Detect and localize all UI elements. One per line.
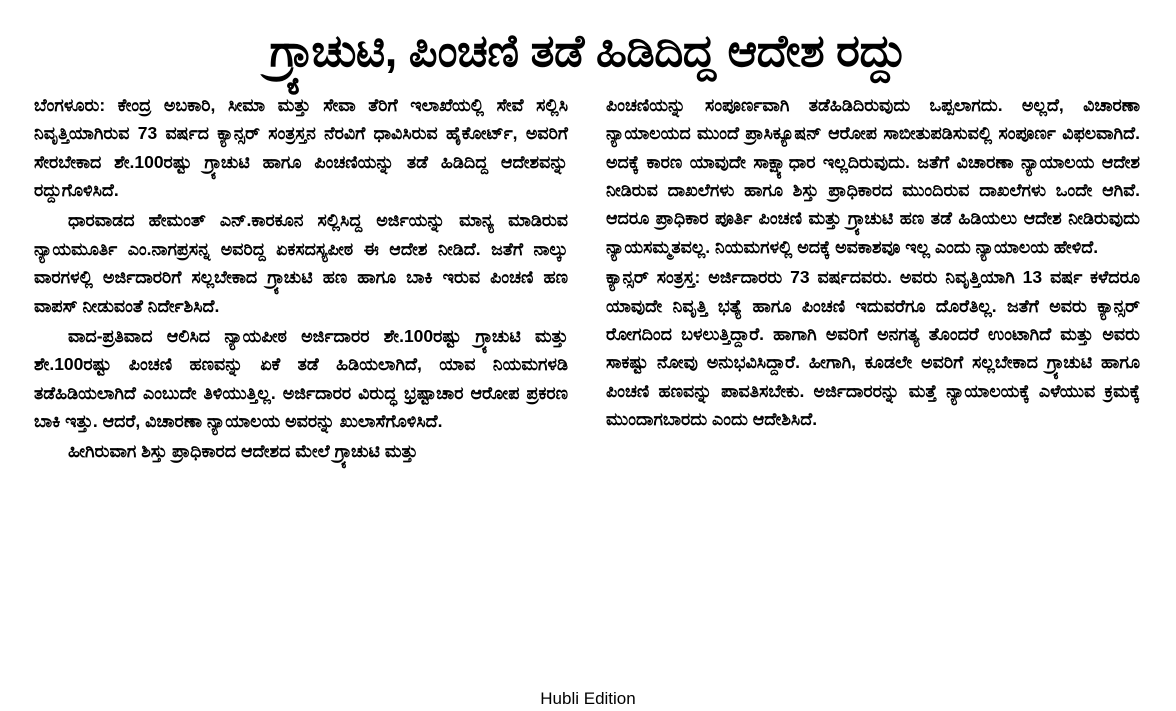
paragraph [34, 437, 568, 465]
paragraph-text: ವಾದ-ಪ್ರತಿವಾದ ಆಲಿಸಿದ ನ್ಯಾಯಪೀಠ ಅರ್ಜಿದಾರರ ಶೇ.100ರಷ್ಟು ಗ್ರ್ಯಾಚುಟಿ ಮತ್ತು ಶೇ.100ರಷ್ಟು ಪಿಂಚಣಿ ಹಣವನ್ನು ಏಕೆ ತಡೆ ಹಿಡಿಯಲಾಗಿದೆ, ಯಾವ ನಿಯಮಗಳಡಿ ತಡೆಹಿಡಿಯಲಾಗಿದೆ ಎಂಬುದೇ ತಿಳಿಯುತ್ತಿಲ್ಲ. ಅರ್ಜಿದಾರರ ವಿರುದ್ಧ ಭ್ರಷ್ಟಾಚಾರ ಆರೋಪ ಪ್ರಕರಣ ಬಾಕಿ ಇತ್ತು. ಆದರೆ, ವಿಚಾರಣಾ ನ್ಯಾಯಾಲಯ ಅವರನ್ನು ಖುಲಾಸೆಗೊಳಿಸಿದೆ. [34, 325, 568, 431]
paragraph-text: ಪಿಂಚಣಿಯನ್ನು ಸಂಪೂರ್ಣವಾಗಿ ತಡೆಹಿಡಿದಿರುವುದು ಒಪ್ಪಲಾಗದು. ಅಲ್ಲದೆ, ವಿಚಾರಣಾ ನ್ಯಾಯಾಲಯದ ಮುಂದೆ ಪ್ರಾಸಿಕ್ಯೂಷನ್ ಆರೋಪ ಸಾಬೀತುಪಡಿಸುವಲ್ಲಿ ಸಂಪೂರ್ಣ ವಿಫಲವಾಗಿದೆ. ಅದಕ್ಕೆ ಕಾರಣ ಯಾವುದೇ ಸಾಕ್ಷ್ಯಾಧಾರ ಇಲ್ಲದಿರುವುದು. ಜತೆಗೆ ವಿಚಾರಣಾ ನ್ಯಾಯಾಲಯ ಆದೇಶ ನೀಡಿರುವ ದಾಖಲೆಗಳು ಹಾಗೂ ಶಿಸ್ತು ಪ್ರಾಧಿಕಾರದ ಮುಂದಿರುವ ದಾಖಲೆಗಳು ಒಂದೇ ಆಗಿವೆ. ಆದರೂ ಪ್ರಾಧಿಕಾರ ಪೂರ್ತಿ ಪಿಂಚಣಿ ಮತ್ತು ಗ್ರ್ಯಾಚುಟಿ ಹಣ ತಡೆ ಹಿಡಿಯಲು ಆದೇಶ ನೀಡಿರುವುದು ನ್ಯಾಯಸಮ್ಮತವಲ್ಲ. ನಿಯಮಗಳಲ್ಲಿ ಅದಕ್ಕೆ ಅವಕಾಶವೂ ಇಲ್ಲ ಎಂದು ನ್ಯಾಯಾಲಯ ಹೇಳಿದೆ. [606, 95, 1140, 257]
subheading-inline: ಕ್ಯಾನ್ಸರ್ ಸಂತ್ರಸ್ತ: [606, 267, 701, 288]
paragraph-text: ಕೇಂದ್ರ ಅಬಕಾರಿ, ಸೀಮಾ ಮತ್ತು ಸೇವಾ ತೆರಿಗೆ ಇಲಾಖೆಯಲ್ಲಿ ಸೇವೆ ಸಲ್ಲಿಸಿ ನಿವೃತ್ತಿಯಾಗಿರುವ 73 ವರ್ಷದ ಕ್ಯಾನ್ಸರ್ ಸಂತ್ರಸ್ತನ ನೆರವಿಗೆ ಧಾವಿಸಿರುವ ಹೈಕೋರ್ಟ್, ಅವರಿಗೆ ಸೇರಬೇಕಾದ ಶೇ.100ರಷ್ಟು ಗ್ರ್ಯಾಚುಟಿ ಹಾಗೂ ಪಿಂಚಣಿಯನ್ನು ತಡೆ ಹಿಡಿದಿದ್ದ ಆದೇಶವನ್ನು ರದ್ದುಗೊಳಿಸಿದೆ. [34, 95, 568, 201]
paragraph [606, 263, 1140, 433]
paragraph-text: ಹೀಗಿರುವಾಗ ಶಿಸ್ತು ಪ್ರಾಧಿಕಾರದ ಆದೇಶದ ಮೇಲೆ ಗ್ರ್ಯಾಚುಟಿ ಮತ್ತು [68, 441, 418, 462]
paragraph [34, 206, 568, 319]
paragraph [34, 91, 568, 204]
paragraph-text: ಅರ್ಜಿದಾರರು 73 ವರ್ಷದವರು. ಅವರು ನಿವೃತ್ತಿಯಾಗಿ 13 ವರ್ಷ ಕಳೆದರೂ ಯಾವುದೇ ನಿವೃತ್ತಿ ಭತ್ಯೆ ಹಾಗೂ ಪಿಂಚಣಿ ಇದುವರೆಗೂ ದೊರೆತಿಲ್ಲ. ಜತೆಗೆ ಅವರು ಕ್ಯಾನ್ಸರ್ ರೋಗದಿಂದ ಬಳಲುತ್ತಿದ್ದಾರೆ. ಹಾಗಾಗಿ ಅವರಿಗೆ ಅನಗತ್ಯ ತೊಂದರೆ ಉಂಟಾಗಿದೆ ಮತ್ತು ಅವರು ಸಾಕಷ್ಟು ನೋವು ಅನುಭವಿಸಿದ್ದಾರೆ. ಹೀಗಾಗಿ, ಕೂಡಲೇ ಅವರಿಗೆ ಸಲ್ಲಬೇಕಾದ ಗ್ರ್ಯಾಚುಟಿ ಹಾಗೂ ಪಿಂಚಣಿ ಹಣವನ್ನು ಪಾವತಿಸಬೇಕು. ಅರ್ಜಿದಾರರನ್ನು ಮತ್ತೆ ನ್ಯಾಯಾಲಯಕ್ಕೆ ಎಳೆಯುವ ಕ್ರಮಕ್ಕೆ ಮುಂದಾಗಬಾರದು ಎಂದು ಆದೇಶಿಸಿದೆ. [606, 267, 1140, 429]
left-column [34, 91, 568, 467]
article-columns [34, 91, 1142, 467]
paragraph-text: ಧಾರವಾಡದ ಹೇಮಂತ್ ಎನ್.ಕಾರಕೂನ ಸಲ್ಲಿಸಿದ್ದ ಅರ್ಜಿಯನ್ನು ಮಾನ್ಯ ಮಾಡಿರುವ ನ್ಯಾಯಮೂರ್ತಿ ಎಂ.ನಾಗಪ್ರಸನ್ನ ಅವರಿದ್ದ ಏಕಸದಸ್ಯಪೀಠ ಈ ಆದೇಶ ನೀಡಿದೆ. ಜತೆಗೆ ನಾಲ್ಕು ವಾರಗಳಲ್ಲಿ ಅರ್ಜಿದಾರರಿಗೆ ಸಲ್ಲಬೇಕಾದ ಗ್ರ್ಯಾಚುಟಿ ಹಣ ಹಾಗೂ ಬಾಕಿ ಇರುವ ಪಿಂಚಣಿ ಹಣ ವಾಪಸ್ ನೀಡುವಂತೆ ನಿರ್ದೇಶಿಸಿದೆ. [34, 210, 568, 316]
dateline: ಬೆಂಗಳೂರು: [34, 95, 106, 116]
paragraph [606, 91, 1140, 261]
right-column [606, 91, 1140, 435]
page-title: ಗ್ರ್ಯಾಚುಟಿ, ಪಿಂಚಣಿ ತಡೆ ಹಿಡಿದಿದ್ದ ಆದೇಶ ರದ್ದು [269, 25, 907, 76]
paragraph [34, 322, 568, 435]
edition-footer: Hubli Edition [540, 689, 636, 708]
